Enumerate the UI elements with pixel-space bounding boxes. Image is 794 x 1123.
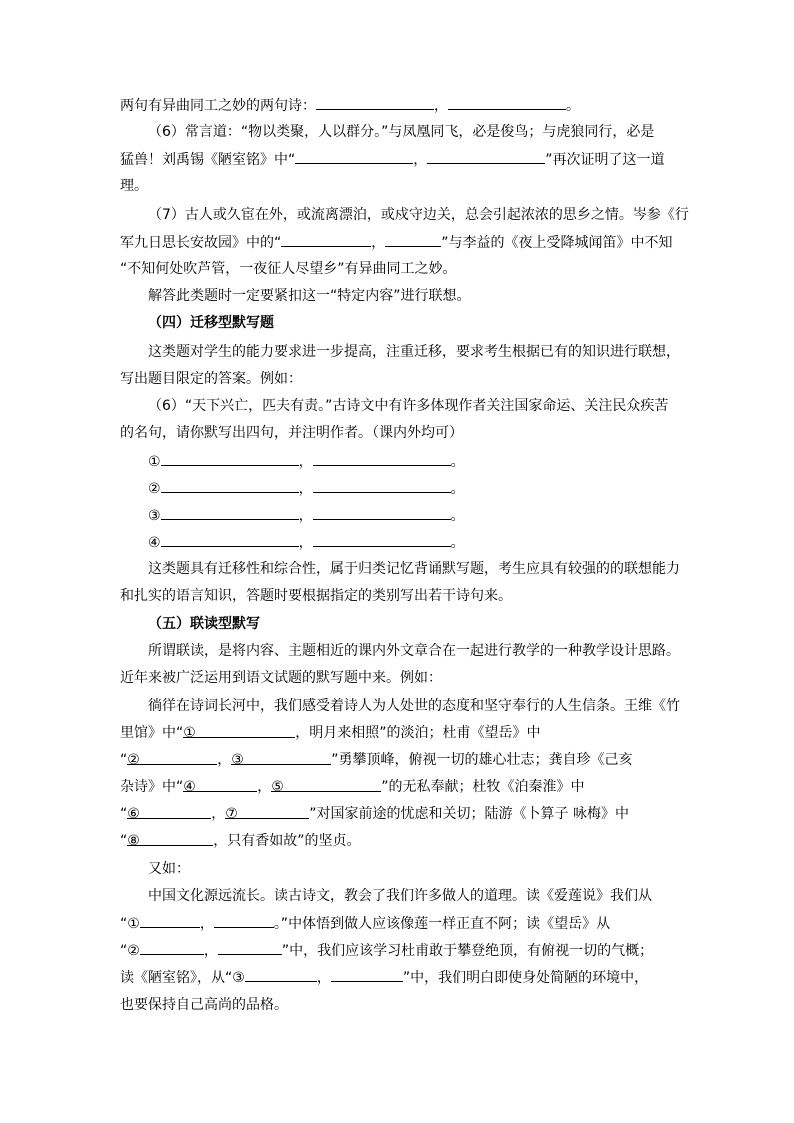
text-line: “不知何处吹芦管，一夜征人尽望乡”有异曲同工之妙。 (120, 261, 457, 277)
answer-line: ④ ， 。 (148, 531, 708, 553)
answer-blank[interactable] (313, 477, 451, 493)
text-line: “① ， 。”中体悟到做人应该像莲一样正直不阿；读《望岳》从 (120, 912, 680, 934)
answer-line: ③ ， 。 (148, 504, 708, 526)
text-line: 也要保持自己高尚的品格。 (120, 997, 288, 1013)
answer-blank[interactable] (313, 531, 451, 547)
answer-blank[interactable] (161, 477, 299, 493)
text-line: “② ， ”中，我们应该学习杜甫敢于攀登绝顶，有俯视一切的气概； (120, 939, 680, 961)
answer-blank[interactable]: ⑤ (271, 776, 381, 792)
text-line: （7）古人或久宦在外，或流离漂泊，或戍守边关，总会引起浓浓的思乡之情。岑参《行 (148, 207, 689, 223)
answer-blank[interactable] (245, 966, 317, 982)
text-line: 两句有异曲同工之妙的两句诗： ， 。 (120, 94, 680, 116)
text-line: 和扎实的语言知识，答题时要根据指定的类别写出若干诗句来。 (120, 588, 512, 604)
answer-blank[interactable] (140, 912, 200, 928)
text-line: 里馆》中“① ，明月来相照”的淡泊；杜甫《望岳》中 (120, 722, 680, 744)
text-line: “② ，③ ”勇攀顶峰，俯视一切的雄心壮志；龚自珍《己亥 (120, 749, 680, 771)
text-line: （6）“天下兴亡，匹夫有责。”古诗文中有许多体现作者关注国家命运、关注民众疾苦 (148, 398, 669, 414)
answer-line: ① ， 。 (148, 450, 708, 472)
answer-blank[interactable] (161, 531, 299, 547)
text-line: 徜徉在诗词长河中，我们感受着诗人为人处世的态度和坚守奉行的人生信条。王维《竹 (148, 698, 680, 714)
answer-blank[interactable] (331, 966, 403, 982)
answer-blank[interactable] (161, 450, 299, 466)
text-line: 这类题对学生的能力要求进一步提高，注重迁移，要求考生根据已有的知识进行联想， (148, 344, 680, 360)
section-heading: （四）迁移型默写题 (148, 315, 274, 331)
text-line: 解答此类题时一定要紧扣这一“特定内容”进行联想。 (148, 288, 471, 304)
answer-blank[interactable] (427, 148, 545, 164)
answer-line: ② ， 。 (148, 477, 708, 499)
answer-blank[interactable] (313, 450, 451, 466)
answer-blank[interactable]: ⑥ (127, 803, 211, 819)
answer-blank[interactable] (218, 939, 282, 955)
text-line: 写出题目限定的答案。例如： (120, 371, 302, 387)
text-line: “⑧ ，只有香如故”的坚贞。 (120, 830, 680, 852)
answer-blank[interactable] (281, 231, 371, 247)
answer-blank[interactable] (214, 912, 274, 928)
text-line: “⑥ ，⑦ ”对国家前途的忧虑和关切；陆游《卜算子 咏梅》中 (120, 803, 680, 825)
text-line: 理。 (120, 178, 148, 194)
answer-blank[interactable] (313, 504, 451, 520)
answer-blank[interactable] (161, 504, 299, 520)
answer-blank[interactable]: ⑧ (127, 830, 213, 846)
text-line: 军九日思长安故园》中的“ ， ”与李益的《夜上受降城闻笛》中不知 (120, 231, 680, 253)
text-line: 猛兽！刘禹锡《陋室铭》中“ ， ”再次证明了这一道 (120, 148, 680, 170)
answer-blank[interactable] (316, 94, 434, 110)
text-line: 近年来被广泛运用到语文试题的默写题中来。例如： (120, 670, 442, 686)
answer-blank[interactable]: ⑦ (225, 803, 309, 819)
answer-blank[interactable]: ② (127, 749, 217, 765)
text-line: 杂诗》中“④ ，⑤ ”的无私奉献；杜牧《泊秦淮》中 (120, 776, 680, 798)
section-heading: （五）联读型默写 (148, 616, 260, 632)
text-line: 所谓联读，是将内容、主题相近的课内外文章合在一起进行教学的一种教学设计思路。 (148, 643, 680, 659)
answer-blank[interactable] (140, 939, 204, 955)
text-line: 读《陋室铭》，从“③ ， ”中，我们明白即使身处简陋的环境中， (120, 966, 680, 988)
text-line: 这类题具有迁移性和综合性，属于归类记忆背诵默写题，考生应具有较强的的联想能力 (148, 561, 680, 577)
answer-blank[interactable] (385, 231, 441, 247)
answer-blank[interactable] (448, 94, 566, 110)
text-line: 的名句，请你默写出四句，并注明作者。（课内外均可） (120, 425, 463, 441)
text-line: （6）常言道：“物以类聚，人以群分。”与凤凰同飞，必是俊鸟；与虎狼同行，必是 (148, 124, 655, 140)
answer-blank[interactable]: ① (183, 722, 295, 738)
answer-blank[interactable] (295, 148, 413, 164)
answer-blank[interactable]: ④ (183, 776, 257, 792)
text-line: 中国文化源远流长。读古诗文，教会了我们许多做人的道理。读《爱莲说》我们从 (148, 888, 652, 904)
answer-blank[interactable]: ③ (231, 749, 331, 765)
text-line: 又如： (148, 861, 190, 877)
